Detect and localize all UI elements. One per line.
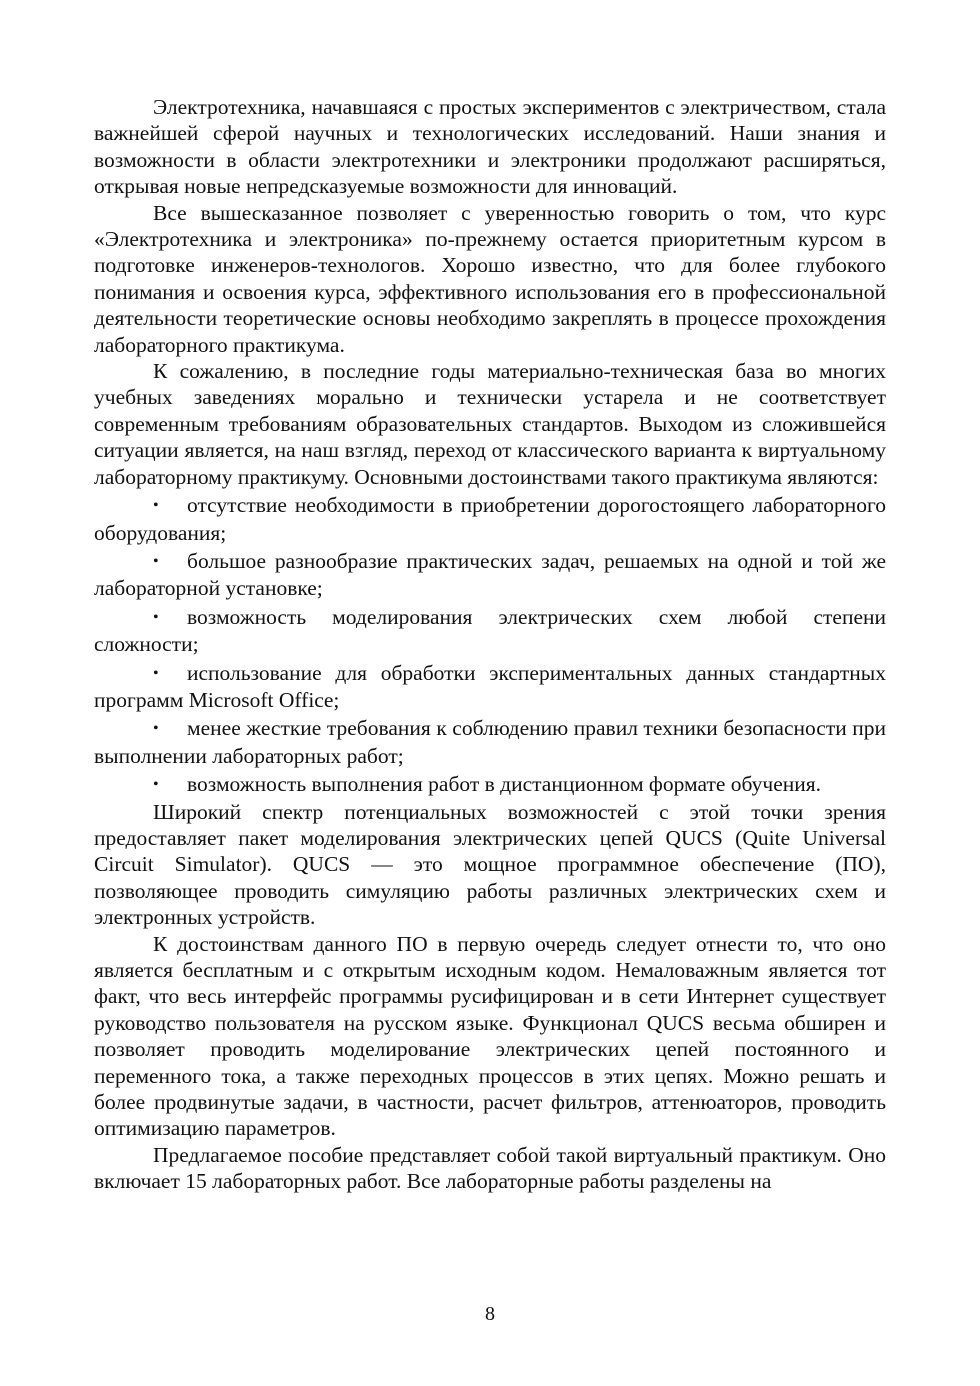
list-item	[94, 604, 886, 658]
list-item-text: большое разнообразие практических задач, решаемых на одной и той же лабораторной установке;	[94, 548, 886, 601]
list-item	[94, 715, 886, 769]
page-number: 8	[485, 1303, 495, 1325]
list-item	[94, 492, 886, 546]
paragraph-intro: Электротехника, начавшаяся с простых экспериментов с электричеством, стала важнейшей сферой научных и технологических исследований. Наши знания и возможности в области электротехники и электроники продолжают расширяться, открывая новые непредсказуемые возможности для инноваций.	[94, 95, 886, 199]
paragraph-course: Все вышесказанное позволяет с уверенностью говорить о том, что курс «Электротехника и электроника» по-прежнему остается приоритетным курсом в подготовке инженеров-технологов. Хорошо известно, что для более глубокого понимания и освоения курса, эффективного использования его в профессиональной деятельности теоретические основы необходимо закреплять в процессе прохождения лабораторного практикума.	[94, 200, 886, 357]
bullet-icon: •	[153, 720, 159, 738]
paragraph-qucs-advantages: К достоинствам данного ПО в первую очередь следует отнести то, что оно является бесплатным и с открытым исходным кодом. Немаловажным является тот факт, что весь интерфейс программы русифицирован и в сети Интернет существует руководство пользователя на русском языке. Функционал QUCS весьма обширен и позволяет проводить моделирование электрических цепей постоянного и переменного тока, а также переходных процессов в этих цепях. Можно решать и более продвинутые задачи, в частности, расчет фильтров, аттенюаторов, проводить оптимизацию параметров.	[94, 931, 886, 1141]
bullet-icon: •	[153, 776, 159, 794]
bullet-icon: •	[153, 608, 159, 626]
bullet-icon: •	[153, 664, 159, 682]
text-body	[94, 94, 886, 1195]
list-item	[94, 548, 886, 602]
list-item-text: отсутствие необходимости в приобретении дорогостоящего лабораторного оборудования;	[94, 493, 886, 545]
list-item	[94, 660, 886, 714]
bullet-icon: •	[153, 552, 159, 570]
paragraph-virtual-lab: К сожалению, в последние годы материально-техническая база во многих учебных заведениях морально и технически устарела и не соответствует современным требованиям образовательных стандартов. Выходом из сложившейся ситуации является, на наш взгляд, переход от классического варианта к виртуальному лабораторному практикуму. Основными достоинствами такого практикума являются:	[94, 359, 886, 489]
list-item-text: менее жесткие требования к соблюдению правил техники безопасности при выполнении лабораторных работ;	[94, 716, 886, 768]
paragraph-qucs-intro: Широкий спектр потенциальных возможностей с этой точки зрения предоставляет пакет моделирования электрических цепей QUCS (Quite Universal Circuit Simulator). QUCS — это мощное программное обеспечение (ПО), позволяющее проводить симуляцию работы различных электрических схем и электронных устройств.	[94, 799, 886, 930]
list-item	[94, 771, 886, 798]
list-item-text: возможность выполнения работ в дистанционном формате обучения.	[187, 772, 822, 797]
list-item-text: возможность моделирования электрических схем любой степени сложности;	[94, 604, 886, 657]
bullet-icon: •	[153, 497, 159, 515]
list-item-text: использование для обработки экспериментальных данных стандартных программ Microsoft Office;	[94, 660, 886, 712]
paragraph-manual-overview: Предлагаемое пособие представляет собой такой виртуальный практикум. Оно включает 15 лабораторных работ. Все лабораторные работы разделены на	[94, 1142, 886, 1194]
advantages-list	[94, 492, 886, 798]
